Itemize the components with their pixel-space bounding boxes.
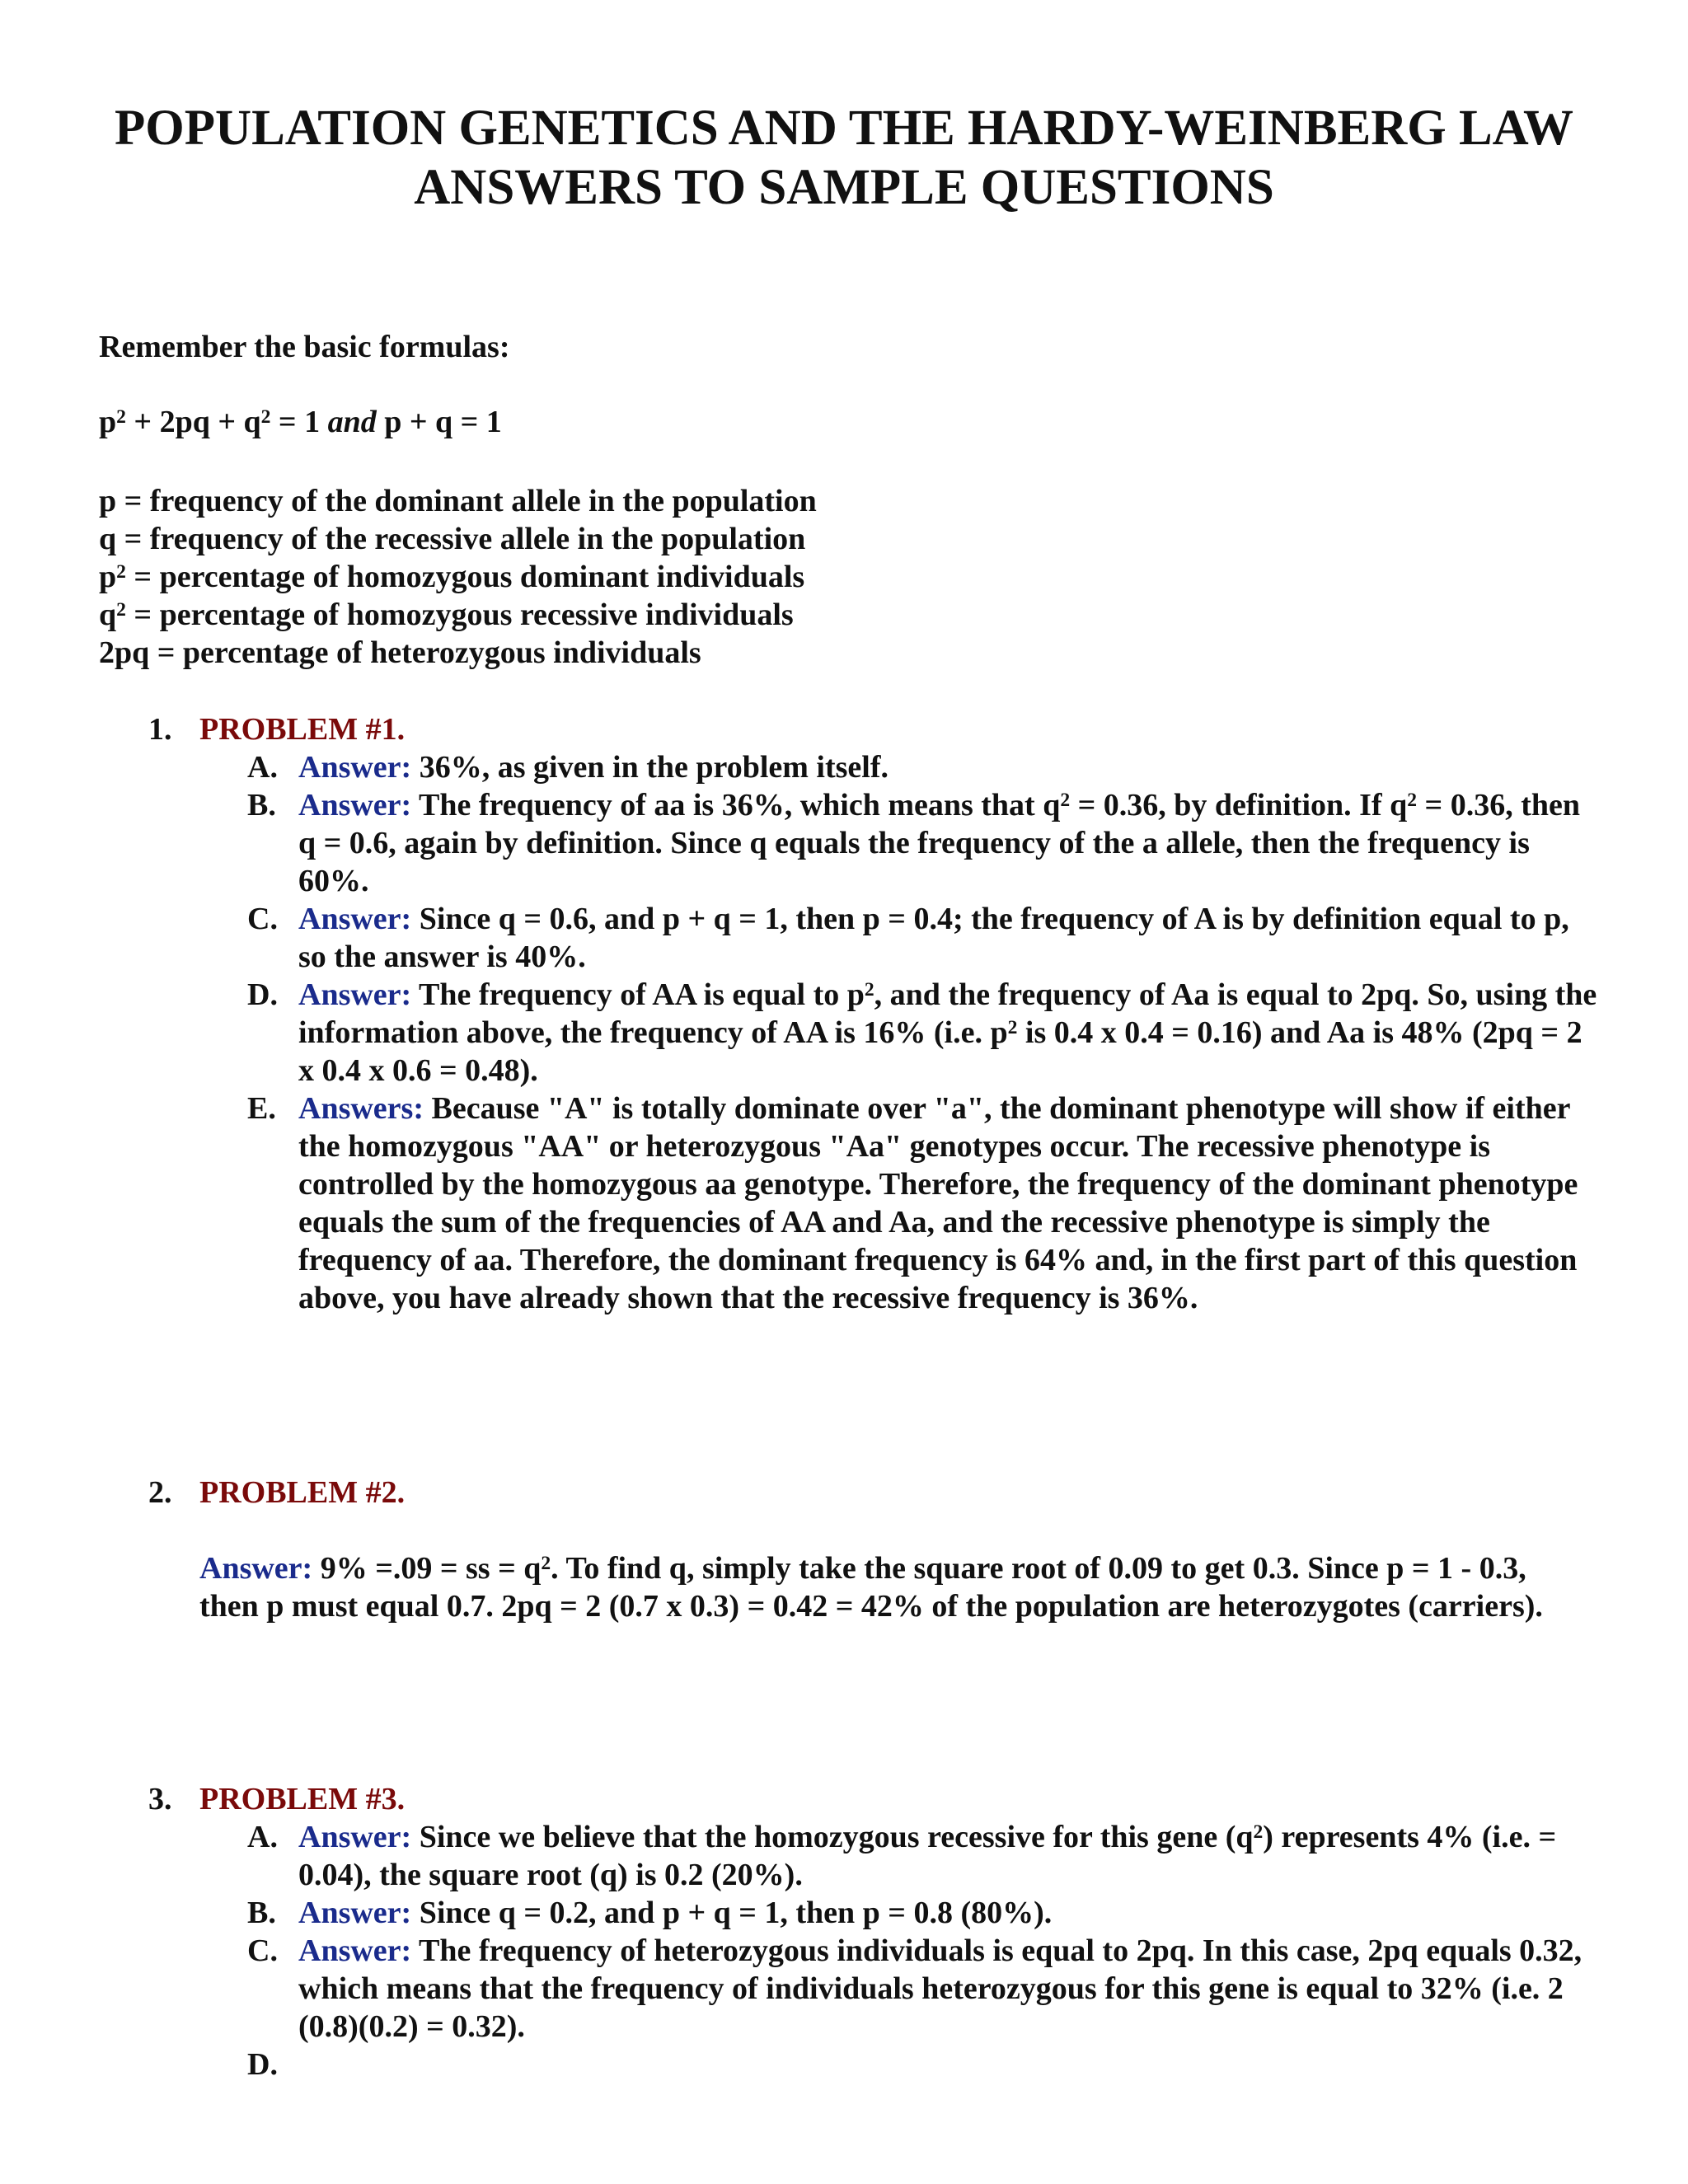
problem-1-answer-d: D. Answer: The frequency of AA is equal to $p^2$, and the frequency of Aa is equal to 2pq. So, using the information above, the frequency of AA is 16% (i.e. $p^2$ is 0.4 x 0.4 = 0.16) and Aa is 48% (2pq = 2 x 0.4 x 0.6 = 0.48).	[247, 977, 1597, 1088]
definition-p-squared: $p^2$ = percentage of homozygous dominant individuals	[99, 560, 805, 594]
problem-3-answer-d: D.	[247, 2047, 278, 2082]
definition-q-squared: $q^2$ = percentage of homozygous recessive individuals	[99, 598, 794, 632]
problem-2-heading: 2. PROBLEM #2.	[148, 1475, 406, 1510]
basic-formula: $p^2 + 2pq + q^2 = 1$ and p + q = 1	[99, 405, 502, 439]
problem-1-answer-c: C. Answer: Since q = 0.6, and p + q = 1, then p = 0.4; the frequency of A is by definition equal to p, so the answer is 40%.	[247, 902, 1569, 974]
problem-1-answers	[247, 748, 1599, 1317]
problem-1-answer-a: A. Answer: 36%, as given in the problem itself.	[247, 750, 889, 785]
definition-q: q = frequency of the recessive allele in the population	[99, 522, 806, 556]
problem-3-heading: 3. PROBLEM #3.	[148, 1782, 406, 1816]
problem-2-answer: Answer: 9% =.09 = ss = $q^2$. To find q, simply take the square root of 0.09 to get 0.3. Since p = 1 - 0.3, then p must equal 0.7. 2pq = 2 (0.7 x 0.3) = 0.42 = 42% of the population are heterozygotes (carriers).	[199, 1551, 1543, 1624]
problem-3-answers	[247, 1818, 1599, 2083]
definitions-list	[99, 482, 817, 672]
problem-3-answer-a: A. Answer: Since we believe that the homozygous recessive for this gene $(q^2)$ represents 4% (i.e. = 0.04), the square root (q) is 0.2 (20%).	[247, 1820, 1557, 1892]
problem-3-answer-c: C. Answer: The frequency of heterozygous individuals is equal to 2pq. In this case, 2pq equals 0.32, which means that the frequency of individuals heterozygous for this gene is equal to 32% (i.e. 2 (0.8)(0.2) = 0.32).	[247, 1933, 1582, 2044]
document-title: POPULATION GENETICS AND THE HARDY-WEINBERG LAW	[115, 101, 1573, 156]
formulas-heading: Remember the basic formulas:	[99, 330, 510, 364]
problem-1-answer-b: B. Answer: The frequency of aa is 36%, which means that $q^2 = 0.36$, by definition. If $q^2 = 0.36$, then q = 0.6, again by definition. Since q equals the frequency of the a allele, then the frequency is 60%.	[247, 788, 1580, 898]
document-subtitle: ANSWERS TO SAMPLE QUESTIONS	[414, 160, 1274, 215]
definition-2pq: 2pq = percentage of heterozygous individuals	[99, 635, 701, 670]
definition-p: p = frequency of the dominant allele in the population	[99, 484, 817, 518]
problem-1-heading: 1. PROBLEM #1.	[148, 712, 406, 747]
problem-1-answer-e: E. Answers: Because "A" is totally dominate over "a", the dominant phenotype will show if either the homozygous "AA" or heterozygous "Aa" genotypes occur. The recessive phenotype is controlled by the homozygous aa genotype. Therefore, the frequency of the dominant phenotype equals the sum of the frequencies of AA and Aa, and the recessive phenotype is simply the frequency of aa. Therefore, the dominant frequency is 64% and, in the first part of this question above, you have already shown that the recessive frequency is 36%.	[247, 1091, 1578, 1315]
problem-3-answer-b: B. Answer: Since q = 0.2, and p + q = 1, then p = 0.8 (80%).	[247, 1896, 1053, 1930]
